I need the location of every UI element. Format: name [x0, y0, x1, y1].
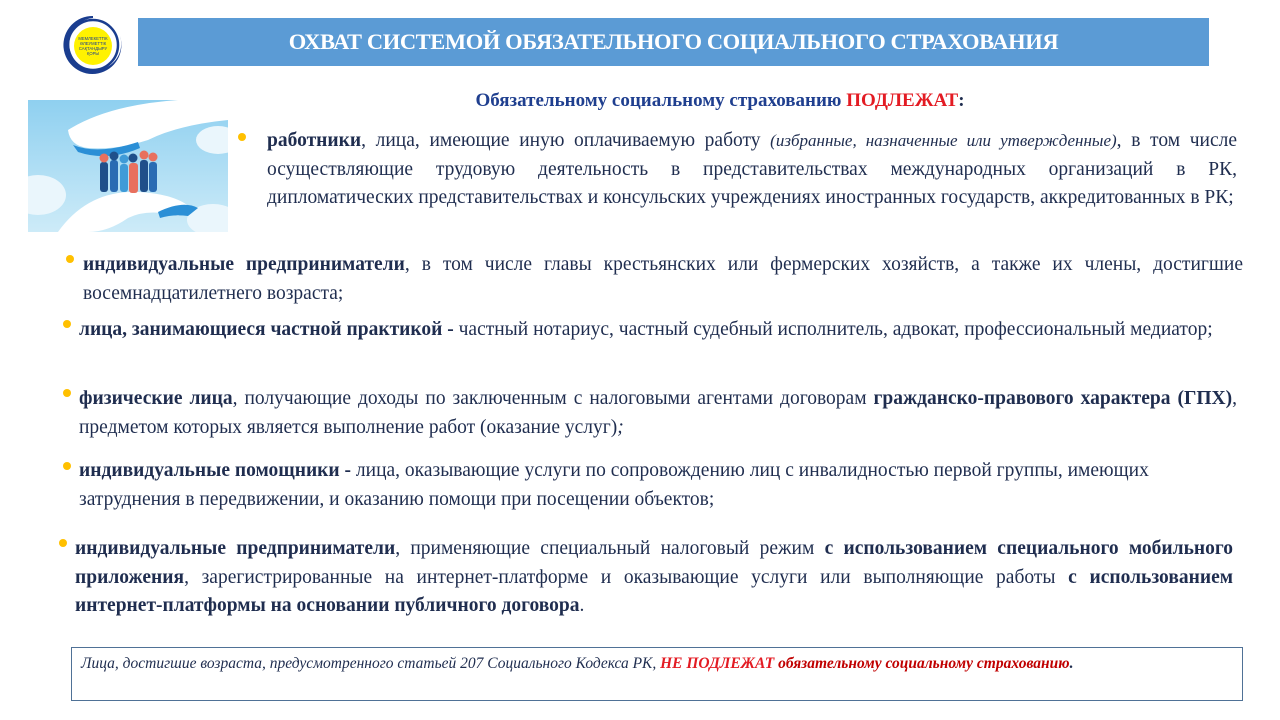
- footer-text: Лица, достигшие возраста, предусмотренного статьей 207 Социального Кодекса РК,: [81, 655, 661, 672]
- item-text: частный нотариус, частный судебный исполнитель, адвокат, профессиональный медиатор;: [453, 319, 1213, 340]
- hands-protecting-people-icon: [28, 100, 228, 232]
- subtitle-text: Обязательному социальному страхованию: [475, 90, 847, 111]
- list-item: [79, 316, 1239, 345]
- svg-text:САҚТАНДЫРУ: САҚТАНДЫРУ: [78, 46, 108, 51]
- item-text: , получающие доходы по заключенным с налоговыми агентами договорам: [232, 388, 874, 409]
- bullet-icon: [63, 320, 71, 328]
- illustration: [28, 100, 228, 232]
- list-item: [83, 251, 1243, 308]
- item-italic: (избранные, назначенные или утвержденные): [770, 131, 1117, 150]
- item-term: физические лица: [79, 388, 233, 409]
- fund-logo: [62, 14, 124, 76]
- bullet-icon: [66, 255, 74, 263]
- item-text: , в том числе главы крестьянских или фермерских хозяйств, а также их члены, достигшие восемнадцатилетнего возраста;: [83, 254, 1243, 304]
- item-term-3: с использованием интернет-платформы на основании публичного договора: [75, 566, 1234, 616]
- subtitle-accent: ПОДЛЕЖАТ: [846, 90, 959, 111]
- item-term: индивидуальные помощники -: [79, 460, 352, 481]
- item-text: , зарегистрированные на интернет-платформе и оказывающие услуги или выполняющие работы: [184, 566, 1069, 588]
- item-term: индивидуальные предприниматели: [83, 254, 405, 275]
- bullet-icon: [59, 539, 67, 547]
- bullet-icon: [238, 133, 246, 141]
- item-text: лица, оказывающие услуги по сопровождению лиц с инвалидностью первой группы, имеющих затруднения в передвижении, и оказанию помощи при посещении объектов;: [79, 460, 1149, 510]
- footer-end: .: [1069, 655, 1074, 672]
- footer-accent: НЕ ПОДЛЕЖАТ: [660, 655, 775, 672]
- bullet-icon: [63, 462, 71, 470]
- svg-text:ӘЛЕУМЕТТІК: ӘЛЕУМЕТТІК: [79, 41, 107, 46]
- svg-text:ҚОРЫ: ҚОРЫ: [86, 51, 100, 56]
- item-term: индивидуальные предприниматели: [75, 538, 396, 559]
- list-item: [75, 535, 1233, 621]
- item-term: работники: [267, 130, 362, 151]
- item-text: , лица, имеющие иную оплачиваемую работу: [361, 130, 771, 151]
- list-item: [79, 457, 1231, 514]
- list-item: [267, 127, 1237, 213]
- footer-accent-text: обязательному социальному страхованию: [774, 655, 1070, 672]
- bullet-icon: [63, 389, 71, 397]
- svg-text:МЕМЛЕКЕТТІК: МЕМЛЕКЕТТІК: [78, 36, 108, 41]
- item-term-2: гражданско-правового характера (ГПХ): [873, 388, 1233, 409]
- item-text: .: [579, 595, 585, 616]
- list-item: [79, 385, 1237, 442]
- section-subtitle: [260, 90, 1180, 112]
- fund-logo-icon: [62, 14, 124, 76]
- item-text: , применяющие специальный налоговый режим: [395, 538, 825, 559]
- subtitle-colon: :: [958, 90, 965, 111]
- title-bar: [138, 18, 1209, 66]
- item-term-2: с использованием специального мобильного приложения: [75, 538, 1233, 588]
- item-text: , в том числе осуществляющие трудовую деятельность в представительствах международных организаций в РК, дипломатических представительствах и консульских учреждениях иностранных государств, аккредитованных в РК;: [267, 130, 1237, 208]
- item-term: лица, занимающиеся частной практикой -: [79, 319, 454, 340]
- page-title: ОХВАТ СИСТЕМОЙ ОБЯЗАТЕЛЬНОГО СОЦИАЛЬНОГО СТРАХОВАНИЯ: [288, 29, 1059, 54]
- item-text: , предметом которых является выполнение работ (оказание услуг): [79, 388, 1238, 438]
- footer-note: [71, 647, 1243, 701]
- item-italic: ;: [617, 416, 624, 438]
